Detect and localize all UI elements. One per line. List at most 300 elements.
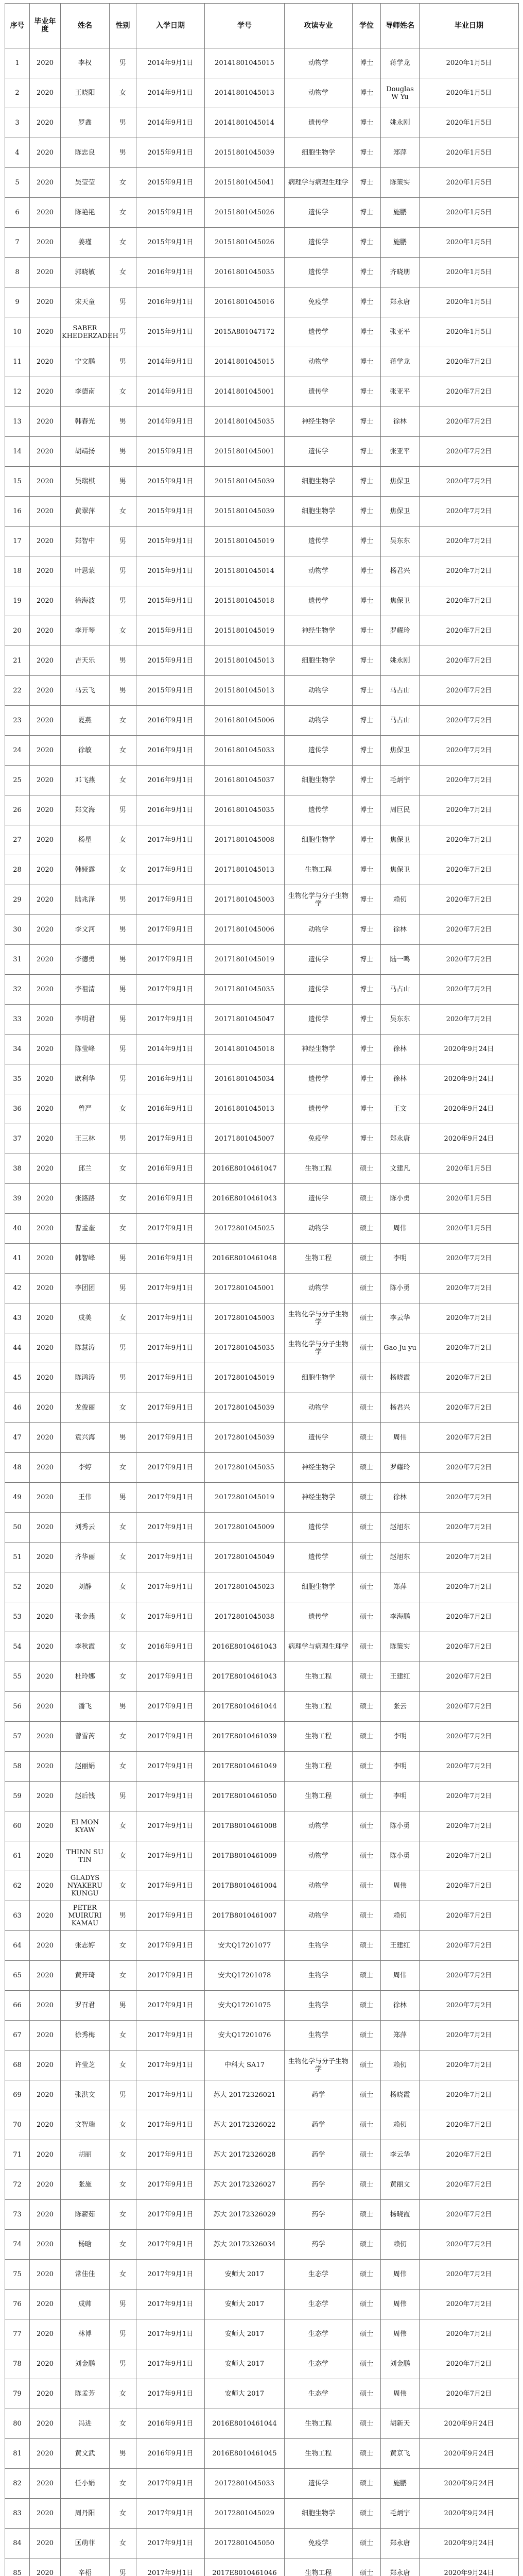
advisor-cell: 陈小勇 (381, 1841, 420, 1871)
degree-cell: 博士 (353, 467, 381, 497)
enrollment-date-cell: 2017年9月1日 (136, 1931, 205, 1961)
gender-cell: 女 (110, 168, 136, 198)
major-cell: 动物学 (285, 1393, 353, 1423)
enrollment-date-cell: 2016年9月1日 (136, 2409, 205, 2439)
graduation-date-cell: 2020年7月2日 (420, 2230, 519, 2260)
student-id-cell: 2016E8010461043 (205, 1632, 285, 1662)
graduation-year-cell: 2020 (30, 1184, 61, 1214)
enrollment-date-cell: 2017年9月1日 (136, 1483, 205, 1513)
degree-cell: 硕士 (353, 1931, 381, 1961)
graduation-date-cell: 2020年7月2日 (420, 2080, 519, 2110)
table-row (5, 706, 519, 736)
degree-cell: 硕士 (353, 1363, 381, 1393)
advisor-cell: 王建红 (381, 1931, 420, 1961)
major-cell: 生物工程 (285, 855, 353, 885)
table-row (5, 2319, 519, 2349)
serial-number-cell: 62 (5, 1871, 30, 1901)
degree-cell: 硕士 (353, 1752, 381, 1782)
table-row (5, 2200, 519, 2230)
enrollment-date-cell: 2016年9月1日 (136, 1632, 205, 1662)
degree-cell: 博士 (353, 975, 381, 1005)
student-id-cell: 20151801045001 (205, 437, 285, 467)
serial-number-cell: 17 (5, 527, 30, 556)
table-row (5, 2110, 519, 2140)
graduation-year-cell: 2020 (30, 1662, 61, 1692)
table-row (5, 347, 519, 377)
graduation-year-cell: 2020 (30, 855, 61, 885)
student-id-cell: 20161801045033 (205, 736, 285, 766)
graduation-year-cell: 2020 (30, 1483, 61, 1513)
enrollment-date-cell: 2016年9月1日 (136, 258, 205, 287)
advisor-cell: 毛炳宇 (381, 2499, 420, 2529)
serial-number-cell: 74 (5, 2230, 30, 2260)
graduation-year-cell: 2020 (30, 2170, 61, 2200)
degree-cell: 博士 (353, 527, 381, 556)
enrollment-date-cell: 2017年9月1日 (136, 2080, 205, 2110)
student-id-cell: 苏大 20172326021 (205, 2080, 285, 2110)
graduation-year-cell: 2020 (30, 1453, 61, 1483)
advisor-cell: 郑永唐 (381, 2529, 420, 2558)
name-cell: 陈鸿涛 (61, 1363, 110, 1393)
major-cell: 生物化学与分子生物学 (285, 2050, 353, 2080)
graduation-year-cell: 2020 (30, 2021, 61, 2050)
graduation-date-cell: 2020年1月5日 (420, 1154, 519, 1184)
student-id-cell: 20151801045026 (205, 198, 285, 228)
graduation-date-cell: 2020年7月2日 (420, 795, 519, 825)
name-cell: 杨晗 (61, 2230, 110, 2260)
degree-cell: 硕士 (353, 1722, 381, 1752)
major-cell: 生物化学与分子生物学 (285, 1303, 353, 1333)
table-row (5, 2439, 519, 2469)
advisor-cell: 张亚平 (381, 377, 420, 407)
student-id-cell: 2016E8010461047 (205, 1154, 285, 1184)
table-row (5, 108, 519, 138)
degree-cell: 硕士 (353, 2080, 381, 2110)
advisor-cell: 吴东东 (381, 1005, 420, 1035)
degree-cell: 硕士 (353, 2439, 381, 2469)
enrollment-date-cell: 2016年9月1日 (136, 706, 205, 736)
gender-cell: 女 (110, 1841, 136, 1871)
graduation-year-cell: 2020 (30, 2230, 61, 2260)
table-row (5, 497, 519, 527)
degree-cell: 博士 (353, 736, 381, 766)
graduation-year-cell: 2020 (30, 467, 61, 497)
major-cell: 遗传学 (285, 437, 353, 467)
table-row (5, 258, 519, 287)
enrollment-date-cell: 2015年9月1日 (136, 467, 205, 497)
advisor-cell: 周伟 (381, 2290, 420, 2319)
name-cell: 许莹芝 (61, 2050, 110, 2080)
student-id-cell: 20151801045014 (205, 556, 285, 586)
serial-number-cell: 32 (5, 975, 30, 1005)
gender-cell: 男 (110, 2080, 136, 2110)
name-cell: 宋天童 (61, 287, 110, 317)
enrollment-date-cell: 2016年9月1日 (136, 2439, 205, 2469)
name-cell: GLADYS NYAKERU KUNGU (61, 1871, 110, 1901)
enrollment-date-cell: 2017年9月1日 (136, 2469, 205, 2499)
gender-cell: 女 (110, 1961, 136, 1991)
advisor-cell: 李明 (381, 1782, 420, 1811)
name-cell: 李德勇 (61, 945, 110, 975)
name-header: 姓名 (61, 4, 110, 48)
student-id-cell: 20171801045008 (205, 825, 285, 855)
graduation-year-cell: 2020 (30, 437, 61, 467)
graduation-year-cell: 2020 (30, 766, 61, 795)
graduation-date-cell: 2020年7月2日 (420, 1752, 519, 1782)
name-cell: 李婷 (61, 1453, 110, 1483)
graduation-date-cell: 2020年7月2日 (420, 766, 519, 795)
gender-cell: 男 (110, 915, 136, 945)
degree-cell: 博士 (353, 1124, 381, 1154)
serial-number-cell: 34 (5, 1035, 30, 1064)
advisor-cell: 马占山 (381, 975, 420, 1005)
serial-number-cell: 21 (5, 646, 30, 676)
name-cell: 吴瑞棋 (61, 467, 110, 497)
serial-number-cell: 35 (5, 1064, 30, 1094)
enrollment-date-cell: 2016年9月1日 (136, 1154, 205, 1184)
gender-cell: 女 (110, 2469, 136, 2499)
graduation-year-cell: 2020 (30, 885, 61, 915)
major-cell: 遗传学 (285, 1543, 353, 1572)
student-id-cell: 20172801045035 (205, 1333, 285, 1363)
graduation-year-cell: 2020 (30, 1991, 61, 2021)
name-cell: 欧利华 (61, 1064, 110, 1094)
student-id-cell: 20171801045035 (205, 975, 285, 1005)
graduation-date-cell: 2020年7月2日 (420, 1303, 519, 1333)
degree-cell: 博士 (353, 646, 381, 676)
major-cell: 遗传学 (285, 228, 353, 258)
table-row (5, 48, 519, 78)
serial-number-cell: 60 (5, 1811, 30, 1841)
name-cell: 周丹阳 (61, 2499, 110, 2529)
major-cell: 动物学 (285, 1811, 353, 1841)
student-id-cell: 20151801045039 (205, 497, 285, 527)
student-id-cell: 20171801045007 (205, 1124, 285, 1154)
serial-number-cell: 67 (5, 2021, 30, 2050)
degree-cell: 硕士 (353, 1871, 381, 1901)
enrollment-date-cell: 2017年9月1日 (136, 2170, 205, 2200)
gender-cell: 女 (110, 2200, 136, 2230)
graduation-date-cell: 2020年7月2日 (420, 1363, 519, 1393)
major-cell: 动物学 (285, 1871, 353, 1901)
table-row (5, 78, 519, 108)
advisor-cell: 王文 (381, 1094, 420, 1124)
serial-number-cell: 13 (5, 407, 30, 437)
degree-cell: 硕士 (353, 1214, 381, 1244)
student-id-cell: 20172801045029 (205, 2499, 285, 2529)
enrollment-date-cell: 2015年9月1日 (136, 676, 205, 706)
degree-cell: 博士 (353, 287, 381, 317)
advisor-cell: 刘金鹏 (381, 2349, 420, 2379)
major-cell: 动物学 (285, 915, 353, 945)
gender-cell: 男 (110, 1991, 136, 2021)
table-row (5, 1124, 519, 1154)
graduation-date-cell: 2020年9月24日 (420, 2409, 519, 2439)
enrollment-date-cell: 2017年9月1日 (136, 1572, 205, 1602)
graduation-date-cell: 2020年7月2日 (420, 556, 519, 586)
student-id-cell: 20141801045035 (205, 407, 285, 437)
gender-cell: 女 (110, 78, 136, 108)
graduation-date-cell: 2020年7月2日 (420, 437, 519, 467)
student-id-cell: 20151801045019 (205, 527, 285, 556)
graduation-year-cell: 2020 (30, 1871, 61, 1901)
serial-number-cell: 19 (5, 586, 30, 616)
graduation-date-cell: 2020年1月5日 (420, 138, 519, 168)
major-cell: 生态学 (285, 2319, 353, 2349)
advisor-cell: 赵旭东 (381, 1513, 420, 1543)
name-cell: 杜玲娜 (61, 1662, 110, 1692)
graduation-date-cell: 2020年7月2日 (420, 497, 519, 527)
name-cell: 陈忠良 (61, 138, 110, 168)
degree-cell: 硕士 (353, 2230, 381, 2260)
major-cell: 生态学 (285, 2349, 353, 2379)
graduation-date-cell: 2020年7月2日 (420, 1602, 519, 1632)
table-row (5, 1035, 519, 1064)
serial-number-cell: 26 (5, 795, 30, 825)
advisor-cell: 张云 (381, 1692, 420, 1722)
student-id-cell: 2016E8010461043 (205, 1184, 285, 1214)
table-row (5, 527, 519, 556)
table-row (5, 437, 519, 467)
gender-cell: 男 (110, 2349, 136, 2379)
degree-cell: 硕士 (353, 2140, 381, 2170)
advisor-cell: 赵旭东 (381, 1543, 420, 1572)
gender-cell: 男 (110, 407, 136, 437)
major-cell: 遗传学 (285, 736, 353, 766)
gender-cell: 男 (110, 586, 136, 616)
graduation-year-cell: 2020 (30, 2529, 61, 2558)
graduation-date-cell: 2020年7月2日 (420, 1811, 519, 1841)
major-cell: 生物工程 (285, 1692, 353, 1722)
advisor-cell: 郑萍 (381, 1572, 420, 1602)
table-row (5, 2558, 519, 2576)
graduation-date-header: 毕业日期 (420, 4, 519, 48)
enrollment-date-cell: 2017年9月1日 (136, 2499, 205, 2529)
major-cell: 遗传学 (285, 1094, 353, 1124)
student-id-cell: 2017B8010461008 (205, 1811, 285, 1841)
degree-cell: 博士 (353, 138, 381, 168)
graduation-year-cell: 2020 (30, 556, 61, 586)
serial-number-cell: 84 (5, 2529, 30, 2558)
graduation-year-cell: 2020 (30, 2379, 61, 2409)
student-id-cell: 苏大 20172326022 (205, 2110, 285, 2140)
serial-number-cell: 30 (5, 915, 30, 945)
table-row (5, 1005, 519, 1035)
serial-number-cell: 46 (5, 1393, 30, 1423)
table-row (5, 317, 519, 347)
table-row (5, 1274, 519, 1303)
student-id-cell: 20172801045009 (205, 1513, 285, 1543)
advisor-cell: 焦保卫 (381, 467, 420, 497)
advisor-cell: Gao Ju yu (381, 1333, 420, 1363)
table-row (5, 2469, 519, 2499)
enrollment-date-cell: 2017年9月1日 (136, 1333, 205, 1363)
serial-number-cell: 43 (5, 1303, 30, 1333)
table-row (5, 2499, 519, 2529)
enrollment-date-cell: 2017年9月1日 (136, 1453, 205, 1483)
serial-number-cell: 16 (5, 497, 30, 527)
student-id-cell: 20161801045034 (205, 1064, 285, 1094)
advisor-cell: 周巨民 (381, 795, 420, 825)
serial-number-cell: 57 (5, 1722, 30, 1752)
enrollment-date-cell: 2015年9月1日 (136, 437, 205, 467)
graduation-year-cell: 2020 (30, 317, 61, 347)
advisor-cell: 杨晓霞 (381, 1363, 420, 1393)
graduation-date-cell: 2020年7月2日 (420, 1543, 519, 1572)
degree-cell: 硕士 (353, 2319, 381, 2349)
table-row (5, 1602, 519, 1632)
serial-number-cell: 4 (5, 138, 30, 168)
major-cell: 动物学 (285, 347, 353, 377)
graduation-date-cell: 2020年7月2日 (420, 1961, 519, 1991)
degree-cell: 博士 (353, 915, 381, 945)
major-cell: 遗传学 (285, 1513, 353, 1543)
graduation-year-cell: 2020 (30, 2409, 61, 2439)
advisor-cell: 施鹏 (381, 228, 420, 258)
degree-cell: 博士 (353, 347, 381, 377)
table-body (5, 48, 519, 2576)
graduation-date-cell: 2020年9月24日 (420, 2529, 519, 2558)
advisor-cell: 陈策实 (381, 168, 420, 198)
enrollment-date-cell: 2017年9月1日 (136, 855, 205, 885)
table-row (5, 646, 519, 676)
graduation-year-cell: 2020 (30, 1363, 61, 1393)
major-cell: 生态学 (285, 2379, 353, 2409)
degree-cell: 硕士 (353, 1961, 381, 1991)
serial-number-cell: 63 (5, 1901, 30, 1931)
graduation-year-cell: 2020 (30, 795, 61, 825)
gender-cell: 女 (110, 1722, 136, 1752)
graduation-date-cell: 2020年7月2日 (420, 1274, 519, 1303)
graduation-date-cell: 2020年7月2日 (420, 676, 519, 706)
major-cell: 细胞生物学 (285, 825, 353, 855)
serial-number-cell: 37 (5, 1124, 30, 1154)
student-id-cell: 2017E8010461050 (205, 1782, 285, 1811)
table-row (5, 616, 519, 646)
table-row (5, 1423, 519, 1453)
table-row (5, 1543, 519, 1572)
advisor-cell: 郑永唐 (381, 2558, 420, 2576)
major-cell: 遗传学 (285, 1064, 353, 1094)
advisor-cell: 周伟 (381, 1214, 420, 1244)
graduate-roster-sheet (5, 3, 518, 2576)
graduation-year-cell: 2020 (30, 1513, 61, 1543)
degree-cell: 硕士 (353, 1333, 381, 1363)
enrollment-date-cell: 2015年9月1日 (136, 497, 205, 527)
student-id-cell: 20172801045019 (205, 1363, 285, 1393)
degree-cell: 硕士 (353, 2529, 381, 2558)
gender-cell: 女 (110, 766, 136, 795)
student-id-cell: 20161801045006 (205, 706, 285, 736)
name-cell: 匡萌菲 (61, 2529, 110, 2558)
name-cell: 徐海波 (61, 586, 110, 616)
advisor-cell: 周伟 (381, 2260, 420, 2290)
gender-cell: 男 (110, 1901, 136, 1931)
graduation-year-cell: 2020 (30, 975, 61, 1005)
major-cell: 生态学 (285, 2260, 353, 2290)
degree-cell: 硕士 (353, 1154, 381, 1184)
degree-cell: 博士 (353, 497, 381, 527)
student-id-cell: 2015A801047172 (205, 317, 285, 347)
student-id-cell: 20161801045016 (205, 287, 285, 317)
gender-cell: 女 (110, 2230, 136, 2260)
gender-cell: 女 (110, 1513, 136, 1543)
degree-cell: 硕士 (353, 1662, 381, 1692)
gender-cell: 女 (110, 1393, 136, 1423)
advisor-cell: 焦保卫 (381, 586, 420, 616)
major-cell: 细胞生物学 (285, 2499, 353, 2529)
graduate-roster-table (5, 3, 519, 2576)
advisor-cell: 张亚平 (381, 437, 420, 467)
graduation-date-cell: 2020年7月2日 (420, 1005, 519, 1035)
serial-number-cell: 27 (5, 825, 30, 855)
graduation-date-cell: 2020年7月2日 (420, 347, 519, 377)
major-cell: 遗传学 (285, 377, 353, 407)
degree-cell: 硕士 (353, 2379, 381, 2409)
degree-cell: 硕士 (353, 1244, 381, 1274)
enrollment-date-cell: 2017年9月1日 (136, 1602, 205, 1632)
name-cell: 马云飞 (61, 676, 110, 706)
gender-cell: 男 (110, 1782, 136, 1811)
gender-cell: 男 (110, 1423, 136, 1453)
table-row (5, 1722, 519, 1752)
serial-number-cell: 54 (5, 1632, 30, 1662)
major-cell: 病理学与病理生理学 (285, 1632, 353, 1662)
serial-number-cell: 70 (5, 2110, 30, 2140)
enrollment-date-cell: 2014年9月1日 (136, 108, 205, 138)
name-cell: 成美 (61, 1303, 110, 1333)
student-id-cell: 2017E8010461049 (205, 1752, 285, 1782)
student-id-cell: 20151801045026 (205, 228, 285, 258)
graduation-date-cell: 2020年1月5日 (420, 108, 519, 138)
degree-cell: 硕士 (353, 1841, 381, 1871)
serial-number-cell: 85 (5, 2558, 30, 2576)
student-id-cell: 2016E8010461045 (205, 2439, 285, 2469)
name-cell: 张金燕 (61, 1602, 110, 1632)
gender-cell: 女 (110, 2021, 136, 2050)
gender-cell: 男 (110, 138, 136, 168)
advisor-cell: 马占山 (381, 706, 420, 736)
enrollment-date-cell: 2017年9月1日 (136, 2200, 205, 2230)
gender-cell: 女 (110, 736, 136, 766)
degree-cell: 硕士 (353, 1782, 381, 1811)
enrollment-date-cell: 2015年9月1日 (136, 586, 205, 616)
graduation-date-cell: 2020年7月2日 (420, 1513, 519, 1543)
name-cell: 张路路 (61, 1184, 110, 1214)
student-id-cell: 2017E8010461039 (205, 1722, 285, 1752)
gender-cell: 女 (110, 2499, 136, 2529)
degree-cell: 硕士 (353, 1453, 381, 1483)
graduation-date-cell: 2020年1月5日 (420, 317, 519, 347)
enrollment-date-cell: 2017年9月1日 (136, 1841, 205, 1871)
serial-number-cell: 47 (5, 1423, 30, 1453)
table-row (5, 1841, 519, 1871)
name-cell: 任小娟 (61, 2469, 110, 2499)
name-cell: 张志婷 (61, 1931, 110, 1961)
graduation-year-cell: 2020 (30, 138, 61, 168)
graduation-date-cell: 2020年7月2日 (420, 1423, 519, 1453)
name-cell: 王伟 (61, 1483, 110, 1513)
serial-number-cell: 31 (5, 945, 30, 975)
graduation-date-cell: 2020年7月2日 (420, 467, 519, 497)
table-row (5, 377, 519, 407)
gender-cell: 男 (110, 1124, 136, 1154)
serial-number-cell: 8 (5, 258, 30, 287)
graduation-date-cell: 2020年7月2日 (420, 1453, 519, 1483)
major-cell: 遗传学 (285, 586, 353, 616)
graduation-year-cell: 2020 (30, 2319, 61, 2349)
gender-cell: 女 (110, 706, 136, 736)
